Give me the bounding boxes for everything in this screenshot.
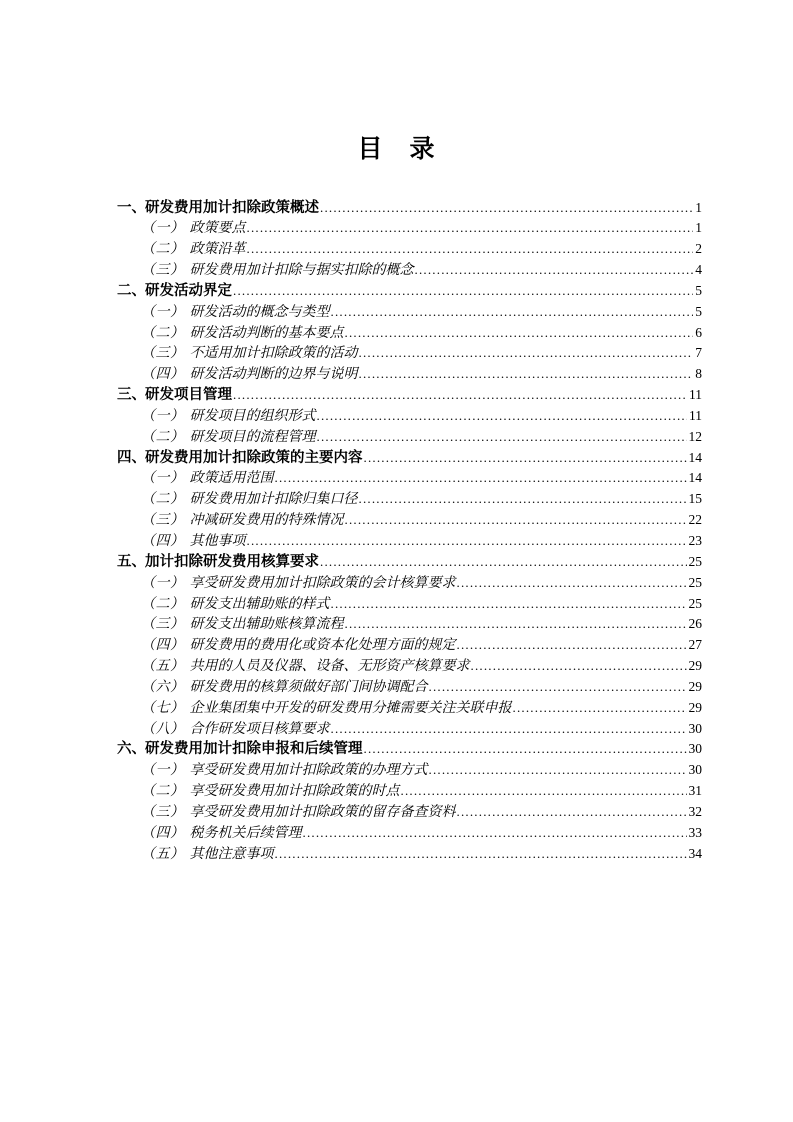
toc-page-number: 31 xyxy=(688,783,702,799)
toc-entry-number: （四） xyxy=(141,367,185,383)
toc-entry-title: 研发活动界定 xyxy=(145,282,232,299)
toc-entry[interactable] xyxy=(117,260,702,281)
toc-page-number: 23 xyxy=(688,533,702,548)
toc-entry[interactable] xyxy=(117,844,702,865)
toc-entry-number: 三、 xyxy=(117,387,146,404)
toc-entry-number: 四、 xyxy=(117,449,146,466)
toc-entry-number: （七） xyxy=(141,700,185,716)
toc-entry[interactable] xyxy=(117,510,702,531)
toc-entry-number: （四） xyxy=(141,638,185,654)
toc-entry-number: 二、 xyxy=(117,282,146,299)
toc-entry-title: 税务机关后续管理 xyxy=(189,825,302,841)
toc-entry-number: （三） xyxy=(141,263,185,279)
toc-leader-dots xyxy=(233,385,687,406)
toc-page-number: 2 xyxy=(695,241,702,257)
toc-leader-dots xyxy=(401,781,687,802)
toc-page-number: 25 xyxy=(688,574,702,590)
toc-entry-number: （三） xyxy=(141,804,185,820)
toc-entry-number: （二） xyxy=(141,596,185,612)
toc-entry-number: （四） xyxy=(141,534,185,549)
toc-entry[interactable] xyxy=(117,781,702,802)
toc-page-number: 30 xyxy=(688,720,702,736)
toc-leader-dots xyxy=(320,552,687,573)
toc-page-number: 1 xyxy=(695,199,702,215)
toc-leader-dots xyxy=(359,489,687,510)
toc-list xyxy=(117,198,702,865)
toc-leader-dots xyxy=(345,614,687,635)
toc-entry[interactable] xyxy=(117,364,702,385)
toc-entry[interactable] xyxy=(117,739,702,760)
toc-entry[interactable] xyxy=(117,448,702,469)
toc-entry[interactable] xyxy=(117,302,702,323)
toc-page-number: 4 xyxy=(695,262,702,278)
toc-entry-title: 研发活动的概念与类型 xyxy=(189,304,330,320)
toc-page-number: 25 xyxy=(688,553,702,569)
toc-page-number: 32 xyxy=(688,803,702,819)
toc-entry-title: 研发活动判断的基本要点 xyxy=(189,325,344,341)
toc-entry-title: 研发项目的流程管理 xyxy=(189,429,316,445)
toc-leader-dots xyxy=(345,510,687,531)
toc-entry-title: 研发支出辅助账的样式 xyxy=(189,596,330,612)
toc-entry[interactable] xyxy=(117,427,702,448)
toc-entry-number: 一、 xyxy=(117,199,146,216)
toc-entry[interactable] xyxy=(117,218,702,239)
toc-leader-dots xyxy=(275,844,687,865)
toc-leader-dots xyxy=(303,823,687,844)
toc-entry-number: （一） xyxy=(141,763,185,779)
toc-leader-dots xyxy=(457,573,687,594)
toc-entry-number: （三） xyxy=(141,346,185,362)
toc-page-number: 22 xyxy=(688,512,702,528)
toc-entry[interactable] xyxy=(117,573,702,594)
toc-leader-dots xyxy=(247,239,694,260)
toc-entry-title: 研发费用加计扣除申报和后续管理 xyxy=(145,741,363,758)
toc-page-number: 33 xyxy=(688,824,702,840)
toc-page-number: 30 xyxy=(688,762,702,778)
toc-entry[interactable] xyxy=(117,468,702,489)
toc-entry-number: （三） xyxy=(141,617,185,633)
toc-page-number: 14 xyxy=(688,470,702,486)
toc-entry-number: （五） xyxy=(141,659,185,675)
toc-entry[interactable] xyxy=(117,698,702,719)
toc-entry-number: （二） xyxy=(141,784,185,800)
toc-page-number: 5 xyxy=(695,303,702,319)
toc-entry[interactable] xyxy=(117,635,702,656)
toc-entry-title: 研发项目管理 xyxy=(145,387,232,404)
toc-entry-title: 享受研发费用加计扣除政策的留存备查资料 xyxy=(189,804,456,820)
toc-leader-dots xyxy=(345,323,694,344)
toc-page-number: 5 xyxy=(695,282,702,298)
toc-leader-dots xyxy=(331,594,687,615)
toc-entry-title: 政策沿革 xyxy=(189,242,246,258)
toc-leader-dots xyxy=(275,468,687,489)
toc-entry-number: （一） xyxy=(141,221,185,237)
toc-entry[interactable] xyxy=(117,802,702,823)
toc-entry-number: （二） xyxy=(141,429,185,445)
toc-entry-title: 研发费用加计扣除政策概述 xyxy=(145,199,319,216)
toc-entry-title: 其他注意事项 xyxy=(189,846,274,862)
toc-entry-title: 研发费用加计扣除政策的主要内容 xyxy=(145,449,363,466)
toc-page-number: 14 xyxy=(688,449,702,465)
toc-page-number: 25 xyxy=(688,595,702,611)
toc-page-number: 1 xyxy=(695,220,702,236)
toc-entry[interactable] xyxy=(117,614,702,635)
toc-page-number: 12 xyxy=(688,428,702,444)
toc-entry-number: （八） xyxy=(141,721,185,737)
toc-leader-dots xyxy=(471,656,687,677)
toc-entry[interactable] xyxy=(117,823,702,844)
toc-entry-number: （三） xyxy=(141,513,185,529)
toc-entry-title: 研发费用加计扣除与据实扣除的概念 xyxy=(189,263,414,279)
toc-page-number: 15 xyxy=(688,491,702,507)
toc-entry-title: 加计扣除研发费用核算要求 xyxy=(145,553,319,570)
toc-leader-dots xyxy=(457,802,687,823)
toc-entry-number: （一） xyxy=(141,575,185,591)
toc-leader-dots xyxy=(233,281,693,302)
toc-entry-number: （四） xyxy=(141,825,185,841)
toc-entry-number: （二） xyxy=(141,492,185,508)
toc-entry-title: 研发费用加计扣除归集口径 xyxy=(189,492,358,508)
toc-page-number: 11 xyxy=(689,387,702,403)
toc-leader-dots xyxy=(317,427,687,448)
toc-leader-dots xyxy=(359,364,694,385)
toc-entry-number: 五、 xyxy=(117,553,146,570)
toc-entry-title: 研发费用的费用化或资本化处理方面的规定 xyxy=(189,638,456,654)
toc-entry-title: 政策要点 xyxy=(189,221,246,237)
toc-leader-dots xyxy=(429,677,687,698)
toc-leader-dots xyxy=(331,719,687,740)
toc-page-number: 29 xyxy=(688,658,702,674)
toc-leader-dots xyxy=(320,198,693,219)
toc-entry-number: （一） xyxy=(141,408,185,424)
toc-entry-title: 研发费用的核算须做好部门间协调配合 xyxy=(189,679,428,695)
toc-page-number: 7 xyxy=(695,345,702,361)
toc-entry[interactable] xyxy=(117,489,702,510)
toc-entry-title: 不适用加计扣除政策的活动 xyxy=(189,346,358,362)
toc-entry[interactable] xyxy=(117,531,702,552)
toc-page-number: 29 xyxy=(688,678,702,694)
toc-leader-dots xyxy=(331,302,694,323)
page-title: 目 录 xyxy=(357,135,436,163)
toc-page-number: 8 xyxy=(695,366,702,382)
toc-page-number: 26 xyxy=(688,616,702,632)
toc-leader-dots xyxy=(359,343,694,364)
toc-entry[interactable] xyxy=(117,343,702,364)
toc-entry-title: 企业集团集中开发的研发费用分摊需要关注关联申报 xyxy=(189,700,512,716)
toc-entry[interactable] xyxy=(117,594,702,615)
toc-entry-title: 研发活动判断的边界与说明 xyxy=(189,367,358,383)
toc-entry[interactable] xyxy=(117,552,702,573)
toc-entry-number: （二） xyxy=(141,325,185,341)
toc-leader-dots xyxy=(513,698,687,719)
toc-entry-number: （二） xyxy=(141,242,185,258)
toc-leader-dots xyxy=(457,635,687,656)
toc-entry[interactable] xyxy=(117,385,702,406)
toc-entry-title: 研发项目的组织形式 xyxy=(189,408,316,424)
toc-entry-title: 政策适用范围 xyxy=(189,471,274,487)
toc-entry-number: （五） xyxy=(141,846,185,862)
toc-entry[interactable] xyxy=(117,198,702,219)
toc-entry-title: 享受研发费用加计扣除政策的时点 xyxy=(189,784,400,800)
toc-entry-title: 合作研发项目核算要求 xyxy=(189,721,330,737)
toc-entry[interactable] xyxy=(117,281,702,302)
toc-entry[interactable] xyxy=(117,677,702,698)
toc-page-number: 29 xyxy=(688,699,702,715)
toc-entry-title: 共用的人员及仪器、设备、无形资产核算要求 xyxy=(189,659,470,675)
toc-leader-dots xyxy=(364,739,687,760)
toc-entry-number: （六） xyxy=(141,679,185,695)
toc-entry[interactable] xyxy=(117,760,702,781)
toc-page-number: 30 xyxy=(688,741,702,757)
toc-leader-dots xyxy=(429,760,687,781)
toc-entry-title: 研发支出辅助账核算流程 xyxy=(189,617,344,633)
toc-page-number: 34 xyxy=(688,845,702,861)
toc-entry-title: 冲减研发费用的特殊情况 xyxy=(189,513,344,529)
toc-entry-number: （一） xyxy=(141,471,185,487)
toc-leader-dots xyxy=(364,448,687,469)
toc-entry[interactable] xyxy=(117,406,702,427)
toc-entry[interactable] xyxy=(117,719,702,740)
toc-entry-number: 六、 xyxy=(117,741,146,758)
toc-entry-title: 享受研发费用加计扣除政策的办理方式 xyxy=(189,763,428,779)
toc-entry-title: 其他事项 xyxy=(189,534,246,549)
toc-entry[interactable] xyxy=(117,656,702,677)
toc-leader-dots xyxy=(247,531,687,552)
toc-entry-title: 享受研发费用加计扣除政策的会计核算要求 xyxy=(189,575,456,591)
toc-leader-dots xyxy=(247,218,694,239)
toc-entry-number: （一） xyxy=(141,304,185,320)
toc-page-number: 11 xyxy=(689,407,702,423)
toc-entry[interactable] xyxy=(117,239,702,260)
toc-entry[interactable] xyxy=(117,323,702,344)
toc-leader-dots xyxy=(317,406,688,427)
toc-leader-dots xyxy=(415,260,694,281)
toc-page-number: 6 xyxy=(695,324,702,340)
toc-page-number: 27 xyxy=(688,637,702,653)
